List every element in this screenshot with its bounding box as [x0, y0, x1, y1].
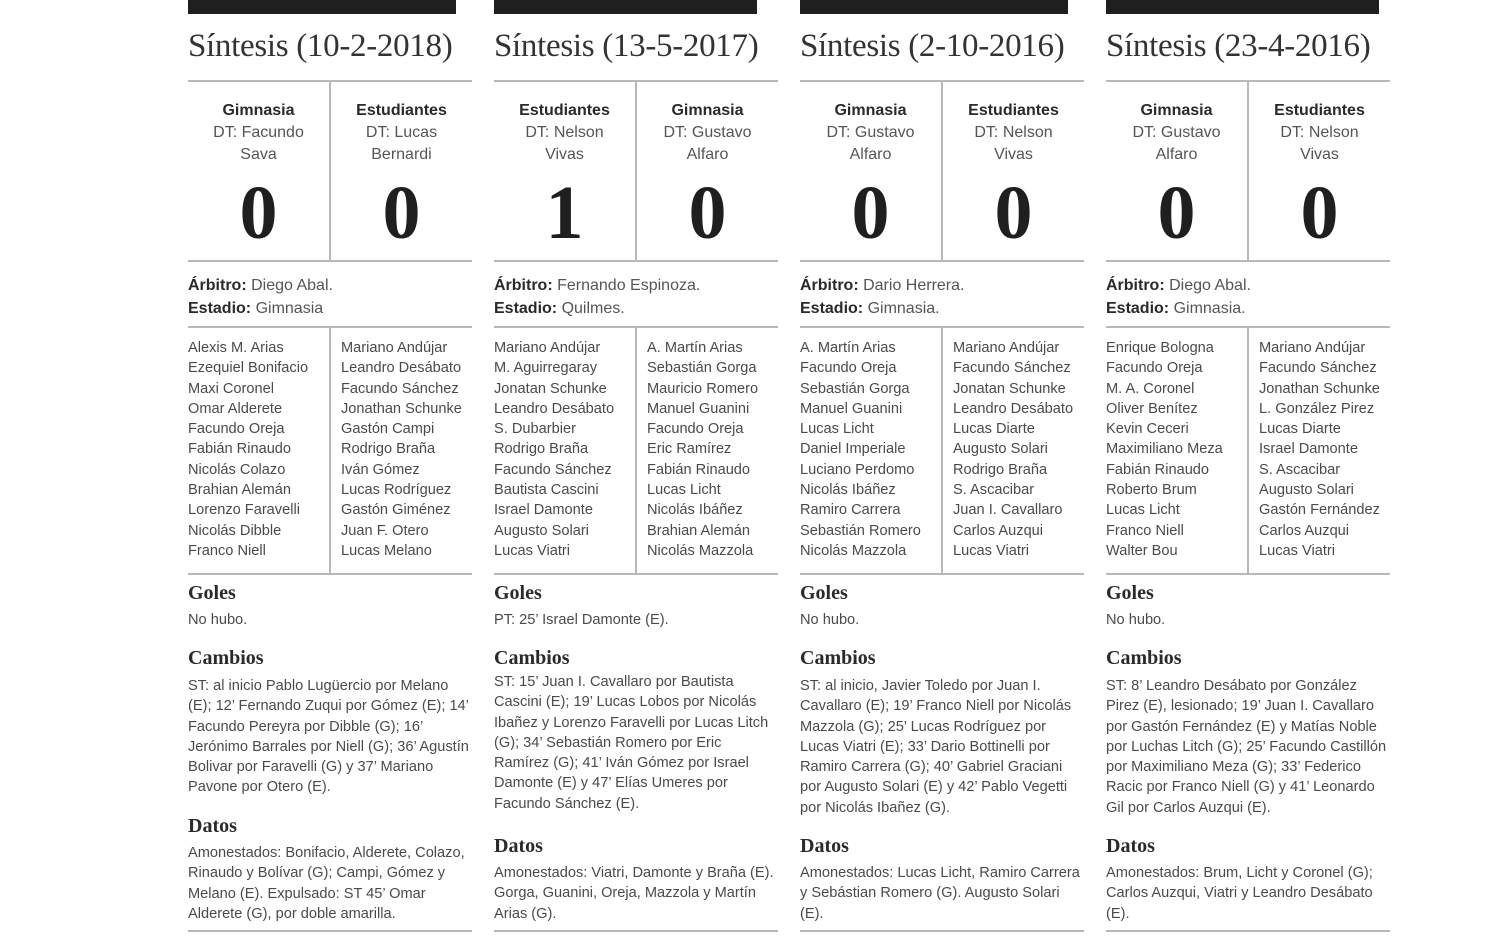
player-name: Jonatan Schunke [953, 380, 1066, 397]
goals-heading: Goles [800, 582, 848, 604]
header-bar [494, 0, 757, 14]
home-team [188, 100, 329, 166]
player-name: Gastón Fernández [1259, 502, 1380, 519]
stadium-label: Estadio: [1106, 300, 1170, 317]
referee [494, 274, 700, 297]
referee-value: Diego Abal. [1164, 277, 1251, 294]
player-name: Gastón Campi [341, 421, 435, 438]
home-score: 0 [851, 171, 890, 255]
team-name: Gimnasia [834, 102, 907, 119]
referee-value: Diego Abal. [246, 277, 333, 294]
data-text: Amonestados: Brum, Licht y Coronel (G); Carlos Auzqui, Viatri y Leandro Desábato (E). [1106, 865, 1373, 922]
player-name: Luciano Perdomo [800, 461, 915, 478]
goals-text: PT: 25’ Israel Damonte (E). [494, 612, 669, 628]
player-name: Sebastián Gorga [800, 380, 910, 397]
player-name: Juan I. Cavallaro [953, 502, 1063, 519]
away-lineup [341, 338, 462, 561]
summary-title: Síntesis (23-4-2016) [1106, 28, 1371, 64]
substitutions-text: ST: al inicio, Javier Toledo por Juan I. Cavallaro (E); 19’ Franco Niell por Nicolás Mazzola (G); 25’ Lucas Rodríguez por Lucas Viatri (E); 33’ Dario Bottinelli por Ramiro Carrera (G); 40’ Gabriel Graciani por Augusto Solari (E) y 42’ Pablo Vegetti por Nicolás Ibañez (G). [800, 678, 1072, 816]
team-name: Gimnasia [222, 102, 295, 119]
goals-heading: Goles [1106, 582, 1154, 604]
player-name: Lucas Licht [1106, 502, 1180, 519]
stadium-label: Estadio: [800, 300, 864, 317]
player-name: Facundo Sánchez [953, 360, 1071, 377]
data-text: Amonestados: Bonifacio, Alderete, Colazo, Rinaudo y Bolívar (G); Campi, Gómez y Melano (E). Expulsado: ST 45’ Omar Alderete (G), por doble amarilla. [188, 845, 465, 922]
away-score: 0 [382, 171, 421, 255]
player-name: Fabián Rinaudo [647, 461, 751, 478]
player-name: Leandro Desábato [494, 400, 615, 417]
player-name: A. Martín Arias [647, 340, 743, 356]
divider [188, 930, 472, 932]
player-name: Ezequiel Bonifacio [188, 360, 309, 377]
player-name: Lucas Melano [341, 542, 432, 559]
divider [800, 260, 1084, 262]
home-score: 1 [545, 171, 584, 255]
divider [635, 328, 637, 573]
team-coach: DT: Facundo Sava [213, 124, 304, 163]
player-name: Facundo Oreja [1106, 360, 1203, 377]
team-coach: DT: Nelson Vivas [974, 124, 1053, 163]
match-info [188, 274, 333, 320]
stadium [494, 297, 700, 320]
header-bar [1106, 0, 1379, 14]
player-name: Bautista Cascini [494, 482, 599, 499]
divider [800, 930, 1084, 932]
player-name: Leandro Desábato [953, 400, 1074, 417]
player-name: Alexis M. Arias [188, 340, 284, 356]
divider [494, 930, 778, 932]
player-name: S. Ascacibar [953, 482, 1035, 499]
summary-title: Síntesis (10-2-2018) [188, 28, 453, 64]
player-name: Lucas Viatri [1259, 542, 1335, 559]
player-name: Omar Alderete [188, 400, 283, 417]
match-summary-2018 [188, 0, 472, 937]
player-name: Mariano Andújar [953, 340, 1060, 356]
team-name: Estudiantes [519, 102, 610, 119]
stadium-value: Gimnasia. [1169, 300, 1246, 317]
stadium-label: Estadio: [188, 300, 252, 317]
home-team [494, 100, 635, 166]
player-name: Israel Damonte [494, 502, 593, 519]
team-name: Estudiantes [968, 102, 1059, 119]
player-name: Lucas Viatri [494, 542, 570, 559]
divider [941, 328, 943, 573]
divider [1106, 573, 1390, 575]
player-name: Lorenzo Faravelli [188, 502, 300, 519]
team-coach: DT: Gustavo Alfaro [826, 124, 915, 163]
player-name: Carlos Auzqui [1259, 522, 1350, 539]
divider [188, 573, 472, 575]
player-name: Juan F. Otero [341, 522, 429, 539]
player-name: Leandro Desábato [341, 360, 462, 377]
home-team [800, 100, 941, 166]
goals-text: No hubo. [800, 612, 860, 628]
divider [1106, 930, 1390, 932]
player-name: Sebastián Gorga [647, 360, 757, 377]
player-name: Enrique Bologna [1106, 340, 1214, 356]
player-name: Sebastián Romero [800, 522, 921, 539]
player-name: Rodrigo Braña [341, 441, 436, 458]
team-coach: DT: Nelson Vivas [1280, 124, 1359, 163]
substitutions-heading: Cambios [1106, 647, 1182, 669]
player-name: Maxi Coronel [188, 380, 274, 397]
player-name: Jonathan Schunke [1259, 380, 1380, 397]
player-name: Gastón Giménez [341, 502, 451, 519]
home-score: 0 [239, 171, 278, 255]
player-name: Augusto Solari [1259, 482, 1354, 499]
team-coach: DT: Lucas Bernardi [365, 124, 438, 163]
goals-text: No hubo. [1106, 612, 1166, 628]
player-name: Nicolás Dibble [188, 522, 282, 539]
divider [1106, 260, 1390, 262]
player-name: S. Dubarbier [494, 421, 576, 438]
match-summary-2017 [494, 0, 778, 937]
player-name: Nicolás Mazzola [800, 542, 907, 559]
player-name: Manuel Guanini [647, 400, 750, 417]
substitutions-heading: Cambios [188, 647, 264, 669]
match-info [800, 274, 964, 320]
player-name: Manuel Guanini [800, 400, 903, 417]
team-name: Gimnasia [671, 102, 744, 119]
player-name: Kevin Ceceri [1106, 421, 1189, 438]
away-score: 0 [994, 171, 1033, 255]
home-score: 0 [1157, 171, 1196, 255]
match-summary-2016-apr [1106, 0, 1390, 937]
player-name: Walter Bou [1106, 542, 1178, 559]
player-name: Facundo Sánchez [494, 461, 612, 478]
player-name: Oliver Benítez [1106, 400, 1198, 417]
goals-text: No hubo. [188, 612, 248, 628]
away-team [331, 100, 472, 166]
data-heading: Datos [800, 835, 849, 857]
stadium-label: Estadio: [494, 300, 558, 317]
player-name: Facundo Sánchez [341, 380, 459, 397]
referee-label: Árbitro: [494, 277, 553, 294]
player-name: Augusto Solari [494, 522, 589, 539]
player-name: A. Martín Arias [800, 340, 896, 356]
player-name: S. Ascacibar [1259, 461, 1341, 478]
referee [1106, 274, 1251, 297]
player-name: Fabián Rinaudo [188, 441, 292, 458]
player-name: M. Aguirregaray [494, 360, 598, 377]
player-name: L. González Pirez [1259, 400, 1375, 417]
match-info [1106, 274, 1251, 320]
referee [188, 274, 333, 297]
away-team [637, 100, 778, 166]
player-name: Mariano Andújar [494, 340, 601, 356]
stadium-value: Gimnasia [251, 300, 324, 317]
home-team [1106, 100, 1247, 166]
player-name: Israel Damonte [1259, 441, 1358, 458]
substitutions-text: ST: al inicio Pablo Lugüercio por Melano (E); 12’ Fernando Zuqui por Gómez (E); 14’ Facundo Pereyra por Dibble (G); 16’ Jerónimo Barrales por Niell (G); 36’ Agustín Bolivar por Faravelli (G) y 37’ Mariano Pavone por Otero (E). [188, 678, 469, 796]
divider [494, 260, 778, 262]
player-name: Iván Gómez [341, 461, 420, 478]
goals-heading: Goles [494, 582, 542, 604]
home-lineup [188, 338, 308, 561]
player-name: Rodrigo Braña [953, 461, 1048, 478]
player-name: Ramiro Carrera [800, 502, 901, 519]
divider [188, 260, 472, 262]
data-heading: Datos [494, 835, 543, 857]
header-bar [800, 0, 1068, 14]
goals-heading: Goles [188, 582, 236, 604]
divider [494, 573, 778, 575]
player-name: Facundo Oreja [188, 421, 285, 438]
substitutions-text: ST: 8’ Leandro Desábato por González Pirez (E), lesionado; 19’ Juan I. Cavallaro por Gastón Fernández (E) y Matías Noble por Luchas Litch (G); 25’ Facundo Castillón por Maximiliano Meza (G); 33’ Federico Racic por Franco Niell (G) y 41’ Leonardo Gil por Carlos Auzqui (E). [1106, 678, 1387, 816]
player-name: M. A. Coronel [1106, 380, 1195, 397]
away-score: 0 [1300, 171, 1339, 255]
player-name: Lucas Viatri [953, 542, 1029, 559]
substitutions-text: ST: 15’ Juan I. Cavallaro por Bautista Cascini (E); 19’ Lucas Lobos por Nicolás Ibañez y Lorenzo Faravelli por Lucas Litch (G); 34’ Sebastián Romero por Eric Ramírez (G); 41’ Iván Gómez por Israel Damonte (E) y 47’ Elías Umeres por Facundo Sánchez (E). [494, 674, 769, 812]
team-name: Estudiantes [356, 102, 447, 119]
player-name: Jonathan Schunke [341, 400, 462, 417]
player-name: Maximiliano Meza [1106, 441, 1223, 458]
substitutions-heading: Cambios [800, 647, 876, 669]
away-lineup [1259, 338, 1380, 561]
player-name: Nicolás Mazzola [647, 542, 754, 559]
player-name: Nicolás Colazo [188, 461, 286, 478]
player-name: Fabián Rinaudo [1106, 461, 1210, 478]
player-name: Brahian Alemán [647, 522, 751, 539]
referee-value: Dario Herrera. [858, 277, 965, 294]
team-coach: DT: Gustavo Alfaro [663, 124, 752, 163]
player-name: Eric Ramírez [647, 441, 732, 458]
player-name: Jonatan Schunke [494, 380, 607, 397]
player-name: Nicolás Ibáñez [647, 502, 743, 519]
player-name: Facundo Sánchez [1259, 360, 1377, 377]
summary-title: Síntesis (13-5-2017) [494, 28, 759, 64]
referee-label: Árbitro: [800, 277, 859, 294]
away-lineup [953, 338, 1073, 561]
player-name: Lucas Rodríguez [341, 482, 452, 499]
player-name: Mauricio Romero [647, 380, 759, 397]
player-name: Roberto Brum [1106, 482, 1197, 499]
substitutions-heading: Cambios [494, 647, 570, 669]
team-name: Estudiantes [1274, 102, 1365, 119]
team-coach: DT: Nelson Vivas [525, 124, 604, 163]
player-name: Lucas Licht [800, 421, 874, 438]
player-name: Mariano Andújar [1259, 340, 1366, 356]
player-name: Franco Niell [1106, 522, 1184, 539]
player-name: Facundo Oreja [647, 421, 744, 438]
player-name: Nicolás Ibáñez [800, 482, 896, 499]
data-heading: Datos [188, 815, 237, 837]
team-name: Gimnasia [1140, 102, 1213, 119]
match-summary-2016-oct [800, 0, 1084, 937]
away-lineup [647, 338, 758, 561]
summary-title: Síntesis (2-10-2016) [800, 28, 1065, 64]
player-name: Carlos Auzqui [953, 522, 1044, 539]
referee-label: Árbitro: [1106, 277, 1165, 294]
stadium [1106, 297, 1251, 320]
home-lineup [494, 338, 614, 561]
stadium [800, 297, 964, 320]
player-name: Daniel Imperiale [800, 441, 906, 458]
match-info [494, 274, 700, 320]
player-name: Lucas Diarte [1259, 421, 1341, 438]
player-name: Franco Niell [188, 542, 266, 559]
referee-value: Fernando Espinoza. [552, 277, 701, 294]
home-lineup [800, 338, 921, 561]
player-name: Augusto Solari [953, 441, 1048, 458]
home-lineup [1106, 338, 1223, 561]
header-bar [188, 0, 456, 14]
away-team [943, 100, 1084, 166]
divider [800, 573, 1084, 575]
stadium-value: Quilmes. [557, 300, 625, 317]
data-text: Amonestados: Lucas Licht, Ramiro Carrera y Sebástian Romero (G). Augusto Solari (E). [800, 865, 1080, 922]
referee-label: Árbitro: [188, 277, 247, 294]
player-name: Lucas Diarte [953, 421, 1035, 438]
stadium-value: Gimnasia. [863, 300, 940, 317]
divider [1247, 328, 1249, 573]
away-score: 0 [688, 171, 727, 255]
away-team [1249, 100, 1390, 166]
data-text: Amonestados: Viatri, Damonte y Braña (E). Gorga, Guanini, Oreja, Mazzola y Martín Arias (G). [494, 865, 774, 922]
referee [800, 274, 964, 297]
data-heading: Datos [1106, 835, 1155, 857]
player-name: Mariano Andújar [341, 340, 448, 356]
player-name: Facundo Oreja [800, 360, 897, 377]
divider [329, 328, 331, 573]
player-name: Rodrigo Braña [494, 441, 589, 458]
stadium [188, 297, 333, 320]
player-name: Lucas Licht [647, 482, 721, 499]
team-coach: DT: Gustavo Alfaro [1132, 124, 1221, 163]
player-name: Brahian Alemán [188, 482, 292, 499]
